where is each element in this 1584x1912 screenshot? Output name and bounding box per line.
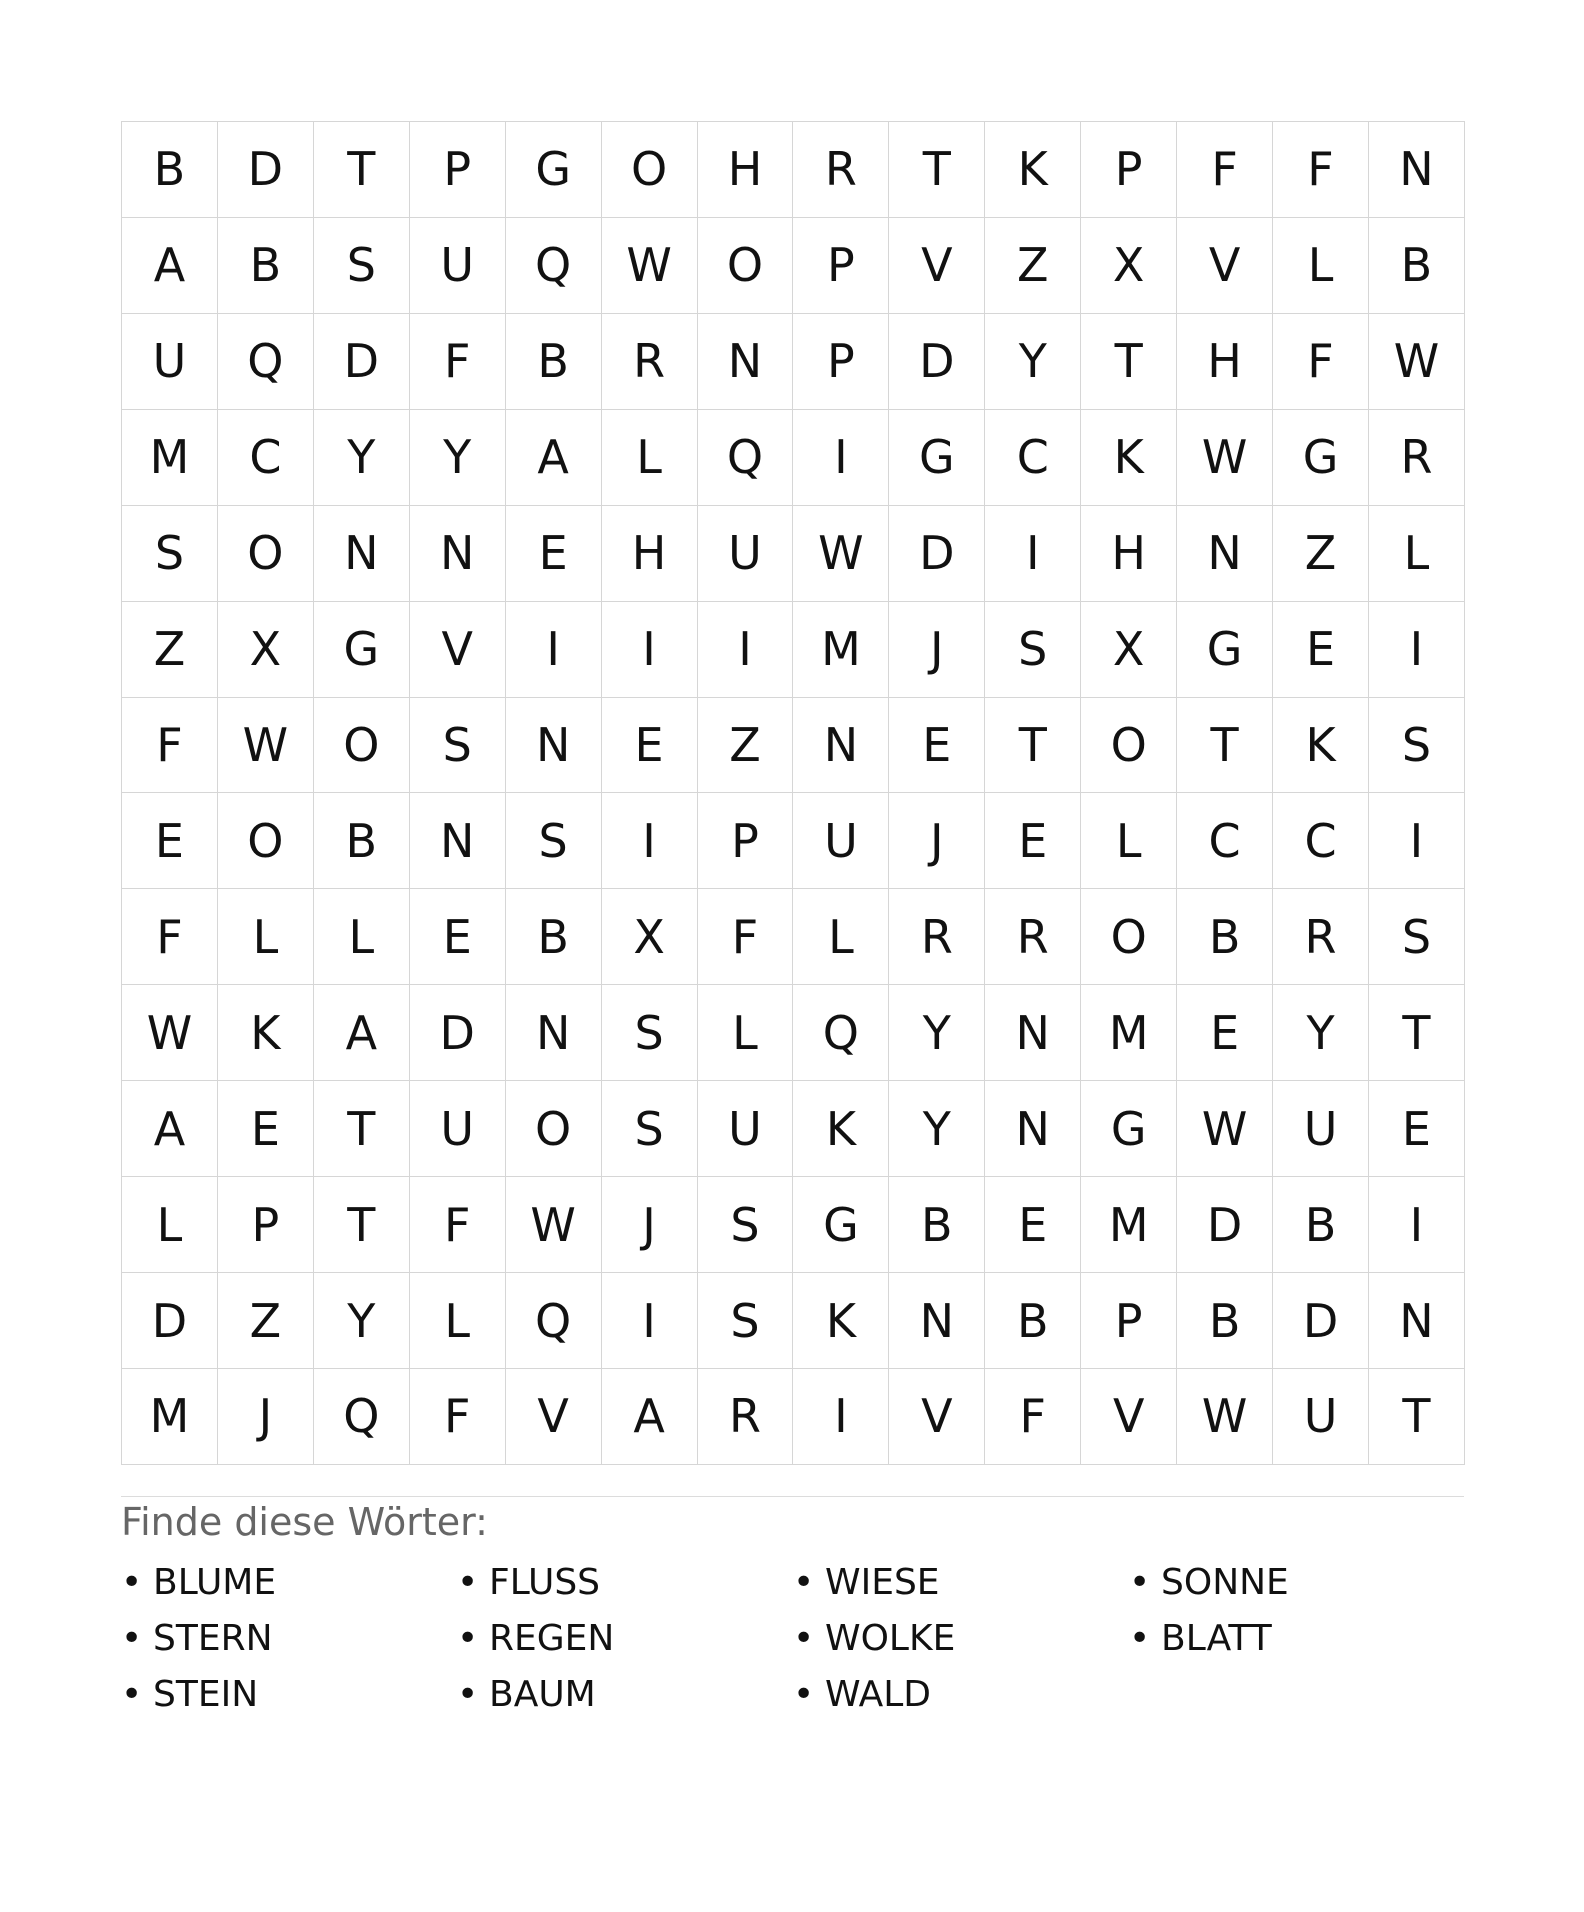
grid-cell[interactable]: T: [889, 122, 985, 218]
grid-cell[interactable]: I: [1369, 1177, 1465, 1273]
grid-cell[interactable]: P: [793, 314, 889, 410]
grid-cell[interactable]: S: [698, 1273, 794, 1369]
bullet-icon: •: [121, 1562, 143, 1603]
grid-cell[interactable]: O: [506, 1081, 602, 1177]
grid-cell[interactable]: D: [889, 314, 985, 410]
grid-cell[interactable]: N: [985, 1081, 1081, 1177]
grid-cell[interactable]: R: [889, 889, 985, 985]
grid-cell[interactable]: P: [1081, 122, 1177, 218]
grid-cell[interactable]: H: [602, 506, 698, 602]
grid-cell[interactable]: X: [1081, 602, 1177, 698]
grid-cell[interactable]: B: [985, 1273, 1081, 1369]
divider: [121, 1496, 1464, 1497]
grid-cell[interactable]: G: [889, 410, 985, 506]
grid-cell[interactable]: T: [1081, 314, 1177, 410]
grid-cell[interactable]: L: [1369, 506, 1465, 602]
grid-cell[interactable]: R: [1369, 410, 1465, 506]
bullet-icon: •: [457, 1562, 479, 1603]
grid-cell[interactable]: U: [793, 793, 889, 889]
grid-cell[interactable]: V: [1177, 218, 1273, 314]
grid-cell[interactable]: I: [602, 1273, 698, 1369]
grid-cell[interactable]: R: [1273, 889, 1369, 985]
grid-cell[interactable]: Q: [218, 314, 314, 410]
grid-cell[interactable]: I: [793, 410, 889, 506]
grid-cell[interactable]: Q: [314, 1369, 410, 1465]
grid-cell[interactable]: K: [985, 122, 1081, 218]
grid-cell[interactable]: S: [985, 602, 1081, 698]
bullet-icon: •: [121, 1618, 143, 1659]
grid-cell[interactable]: F: [122, 698, 218, 794]
grid-cell[interactable]: W: [793, 506, 889, 602]
grid-cell[interactable]: U: [1273, 1081, 1369, 1177]
grid-cell[interactable]: I: [793, 1369, 889, 1465]
grid-cell[interactable]: E: [506, 506, 602, 602]
grid-cell[interactable]: O: [602, 122, 698, 218]
grid-cell[interactable]: U: [410, 1081, 506, 1177]
grid-cell[interactable]: M: [793, 602, 889, 698]
word-list-heading: Finde diese Wörter:: [121, 1500, 488, 1544]
grid-cell[interactable]: D: [1177, 1177, 1273, 1273]
grid-cell[interactable]: K: [793, 1273, 889, 1369]
grid-cell[interactable]: J: [218, 1369, 314, 1465]
grid-cell[interactable]: D: [410, 985, 506, 1081]
grid-cell[interactable]: X: [218, 602, 314, 698]
grid-cell[interactable]: L: [1081, 793, 1177, 889]
word-label: FLUSS: [489, 1562, 601, 1603]
word-label: BLATT: [1161, 1618, 1272, 1659]
grid-cell[interactable]: Z: [218, 1273, 314, 1369]
grid-cell[interactable]: U: [1273, 1369, 1369, 1465]
grid-cell[interactable]: E: [218, 1081, 314, 1177]
grid-cell[interactable]: C: [1177, 793, 1273, 889]
grid-cell[interactable]: R: [985, 889, 1081, 985]
grid-cell[interactable]: L: [1273, 218, 1369, 314]
grid-cell[interactable]: U: [122, 314, 218, 410]
grid-cell[interactable]: B: [1273, 1177, 1369, 1273]
grid-cell[interactable]: E: [122, 793, 218, 889]
bullet-icon: •: [121, 1674, 143, 1715]
grid-cell[interactable]: Z: [698, 698, 794, 794]
grid-cell[interactable]: E: [410, 889, 506, 985]
grid-cell[interactable]: U: [698, 506, 794, 602]
grid-cell[interactable]: P: [410, 122, 506, 218]
word-label: REGEN: [489, 1618, 615, 1659]
grid-cell[interactable]: W: [1369, 314, 1465, 410]
grid-cell[interactable]: F: [410, 314, 506, 410]
grid-cell[interactable]: V: [889, 218, 985, 314]
grid-cell[interactable]: W: [218, 698, 314, 794]
grid-cell[interactable]: J: [889, 793, 985, 889]
grid-cell[interactable]: T: [314, 1081, 410, 1177]
grid-cell[interactable]: S: [1369, 889, 1465, 985]
word-list-item: [1129, 1618, 1465, 1674]
grid-cell[interactable]: G: [314, 602, 410, 698]
grid-cell[interactable]: X: [602, 889, 698, 985]
grid-cell[interactable]: B: [1177, 889, 1273, 985]
word-list-item: [793, 1618, 1129, 1674]
word-list-item: [457, 1618, 793, 1674]
word-list-item: [793, 1562, 1129, 1618]
grid-cell[interactable]: T: [314, 1177, 410, 1273]
grid-cell[interactable]: B: [122, 122, 218, 218]
bullet-icon: •: [1129, 1618, 1151, 1659]
grid-cell[interactable]: L: [218, 889, 314, 985]
word-label: WOLKE: [825, 1618, 956, 1659]
grid-cell[interactable]: N: [506, 985, 602, 1081]
grid-cell[interactable]: A: [314, 985, 410, 1081]
word-list: [121, 1562, 1464, 1730]
grid-cell[interactable]: B: [314, 793, 410, 889]
grid-cell[interactable]: W: [602, 218, 698, 314]
grid-cell[interactable]: F: [698, 889, 794, 985]
grid-cell[interactable]: Q: [698, 410, 794, 506]
grid-cell[interactable]: R: [602, 314, 698, 410]
bullet-icon: •: [457, 1618, 479, 1659]
grid-cell[interactable]: E: [985, 793, 1081, 889]
grid-cell[interactable]: J: [889, 602, 985, 698]
grid-cell[interactable]: N: [314, 506, 410, 602]
grid-cell[interactable]: F: [1273, 122, 1369, 218]
grid-cell[interactable]: A: [602, 1369, 698, 1465]
grid-cell[interactable]: B: [218, 218, 314, 314]
grid-cell[interactable]: F: [410, 1369, 506, 1465]
grid-cell[interactable]: L: [602, 410, 698, 506]
word-list-item: [457, 1674, 793, 1730]
grid-cell[interactable]: B: [506, 889, 602, 985]
grid-cell[interactable]: N: [889, 1273, 985, 1369]
grid-cell[interactable]: X: [1081, 218, 1177, 314]
grid-cell[interactable]: S: [1369, 698, 1465, 794]
grid-cell[interactable]: Y: [314, 1273, 410, 1369]
grid-cell[interactable]: Z: [1273, 506, 1369, 602]
grid-cell[interactable]: F: [1273, 314, 1369, 410]
grid-cell[interactable]: N: [985, 985, 1081, 1081]
word-list-item: [793, 1674, 1129, 1730]
grid-cell[interactable]: O: [314, 698, 410, 794]
grid-cell[interactable]: U: [410, 218, 506, 314]
grid-cell[interactable]: V: [506, 1369, 602, 1465]
grid-cell[interactable]: I: [506, 602, 602, 698]
letter-grid: [121, 121, 1465, 1465]
grid-cell[interactable]: N: [793, 698, 889, 794]
grid-cell[interactable]: R: [698, 1369, 794, 1465]
grid-cell[interactable]: H: [1177, 314, 1273, 410]
grid-cell[interactable]: M: [1081, 1177, 1177, 1273]
grid-cell[interactable]: L: [410, 1273, 506, 1369]
word-label: BLUME: [153, 1562, 277, 1603]
grid-cell[interactable]: E: [889, 698, 985, 794]
bullet-icon: •: [793, 1618, 815, 1659]
grid-cell[interactable]: T: [314, 122, 410, 218]
grid-cell[interactable]: S: [602, 985, 698, 1081]
grid-cell[interactable]: V: [889, 1369, 985, 1465]
grid-cell[interactable]: F: [985, 1369, 1081, 1465]
grid-cell[interactable]: R: [793, 122, 889, 218]
grid-cell[interactable]: W: [1177, 1369, 1273, 1465]
grid-cell[interactable]: N: [1369, 122, 1465, 218]
grid-cell[interactable]: Q: [506, 1273, 602, 1369]
grid-cell[interactable]: N: [1177, 506, 1273, 602]
grid-cell[interactable]: G: [793, 1177, 889, 1273]
grid-cell[interactable]: M: [1081, 985, 1177, 1081]
grid-cell[interactable]: W: [1177, 410, 1273, 506]
grid-cell[interactable]: O: [1081, 889, 1177, 985]
grid-cell[interactable]: S: [122, 506, 218, 602]
word-list-item: [1129, 1562, 1465, 1618]
word-label: WALD: [825, 1674, 932, 1715]
grid-cell[interactable]: B: [1369, 218, 1465, 314]
grid-cell[interactable]: K: [1273, 698, 1369, 794]
grid-cell[interactable]: I: [1369, 793, 1465, 889]
word-list-item: [121, 1674, 457, 1730]
grid-cell[interactable]: I: [698, 602, 794, 698]
bullet-icon: •: [1129, 1562, 1151, 1603]
grid-cell[interactable]: N: [410, 506, 506, 602]
word-search-puzzle: [121, 121, 1464, 1465]
word-label: BAUM: [489, 1674, 596, 1715]
grid-cell[interactable]: P: [698, 793, 794, 889]
word-label: STERN: [153, 1618, 273, 1659]
grid-cell[interactable]: E: [1273, 602, 1369, 698]
grid-cell[interactable]: V: [410, 602, 506, 698]
grid-cell[interactable]: M: [122, 1369, 218, 1465]
grid-cell[interactable]: Q: [793, 985, 889, 1081]
word-list-item: [121, 1562, 457, 1618]
word-label: STEIN: [153, 1674, 259, 1715]
grid-cell[interactable]: P: [218, 1177, 314, 1273]
grid-cell[interactable]: E: [1369, 1081, 1465, 1177]
word-label: SONNE: [1161, 1562, 1289, 1603]
bullet-icon: •: [457, 1674, 479, 1715]
grid-cell[interactable]: O: [698, 218, 794, 314]
grid-cell[interactable]: G: [1081, 1081, 1177, 1177]
grid-cell[interactable]: Q: [506, 218, 602, 314]
grid-cell[interactable]: N: [1369, 1273, 1465, 1369]
grid-cell[interactable]: O: [218, 506, 314, 602]
grid-cell[interactable]: G: [1273, 410, 1369, 506]
grid-cell[interactable]: T: [1369, 985, 1465, 1081]
grid-cell[interactable]: O: [1081, 698, 1177, 794]
grid-cell[interactable]: K: [1081, 410, 1177, 506]
grid-cell[interactable]: L: [793, 889, 889, 985]
grid-cell[interactable]: E: [1177, 985, 1273, 1081]
grid-cell[interactable]: Y: [889, 985, 985, 1081]
grid-cell[interactable]: F: [410, 1177, 506, 1273]
grid-cell[interactable]: M: [122, 410, 218, 506]
grid-cell[interactable]: B: [1177, 1273, 1273, 1369]
grid-cell[interactable]: Y: [985, 314, 1081, 410]
grid-cell[interactable]: Z: [985, 218, 1081, 314]
grid-cell[interactable]: D: [122, 1273, 218, 1369]
grid-cell[interactable]: I: [1369, 602, 1465, 698]
grid-cell[interactable]: B: [889, 1177, 985, 1273]
word-list-item: [457, 1562, 793, 1618]
grid-cell[interactable]: P: [793, 218, 889, 314]
grid-cell[interactable]: C: [1273, 793, 1369, 889]
bullet-icon: •: [793, 1562, 815, 1603]
grid-cell[interactable]: I: [602, 602, 698, 698]
grid-cell[interactable]: G: [1177, 602, 1273, 698]
grid-cell[interactable]: T: [1177, 698, 1273, 794]
grid-cell[interactable]: U: [698, 1081, 794, 1177]
grid-cell[interactable]: J: [602, 1177, 698, 1273]
grid-cell[interactable]: C: [985, 410, 1081, 506]
grid-cell[interactable]: A: [122, 218, 218, 314]
grid-cell[interactable]: D: [1273, 1273, 1369, 1369]
grid-cell[interactable]: W: [506, 1177, 602, 1273]
grid-cell[interactable]: F: [1177, 122, 1273, 218]
grid-cell[interactable]: C: [218, 410, 314, 506]
grid-cell[interactable]: L: [698, 985, 794, 1081]
grid-cell[interactable]: W: [1177, 1081, 1273, 1177]
grid-cell[interactable]: Z: [122, 602, 218, 698]
grid-cell[interactable]: S: [314, 218, 410, 314]
grid-cell[interactable]: L: [122, 1177, 218, 1273]
grid-cell[interactable]: O: [218, 793, 314, 889]
grid-cell[interactable]: A: [506, 410, 602, 506]
grid-cell[interactable]: W: [122, 985, 218, 1081]
grid-cell[interactable]: H: [1081, 506, 1177, 602]
word-label: WIESE: [825, 1562, 940, 1603]
grid-cell[interactable]: L: [314, 889, 410, 985]
grid-cell[interactable]: P: [1081, 1273, 1177, 1369]
grid-cell[interactable]: E: [985, 1177, 1081, 1273]
grid-cell[interactable]: V: [1081, 1369, 1177, 1465]
grid-cell[interactable]: Y: [1273, 985, 1369, 1081]
grid-cell[interactable]: S: [602, 1081, 698, 1177]
grid-cell[interactable]: F: [122, 889, 218, 985]
grid-cell[interactable]: S: [698, 1177, 794, 1273]
grid-cell[interactable]: D: [314, 314, 410, 410]
grid-cell[interactable]: N: [410, 793, 506, 889]
grid-cell[interactable]: Y: [889, 1081, 985, 1177]
grid-cell[interactable]: K: [793, 1081, 889, 1177]
bullet-icon: •: [793, 1674, 815, 1715]
grid-cell[interactable]: I: [985, 506, 1081, 602]
grid-cell[interactable]: D: [889, 506, 985, 602]
grid-cell[interactable]: A: [122, 1081, 218, 1177]
grid-cell[interactable]: K: [218, 985, 314, 1081]
grid-cell[interactable]: T: [1369, 1369, 1465, 1465]
grid-cell[interactable]: I: [602, 793, 698, 889]
grid-cell[interactable]: Y: [410, 410, 506, 506]
grid-cell[interactable]: D: [218, 122, 314, 218]
grid-cell[interactable]: E: [602, 698, 698, 794]
word-list-item: [121, 1618, 457, 1674]
grid-cell[interactable]: Y: [314, 410, 410, 506]
grid-cell[interactable]: B: [506, 314, 602, 410]
grid-cell[interactable]: T: [985, 698, 1081, 794]
grid-cell[interactable]: S: [410, 698, 506, 794]
grid-cell[interactable]: S: [506, 793, 602, 889]
grid-cell[interactable]: N: [698, 314, 794, 410]
grid-cell[interactable]: N: [506, 698, 602, 794]
grid-cell[interactable]: G: [506, 122, 602, 218]
grid-cell[interactable]: H: [698, 122, 794, 218]
